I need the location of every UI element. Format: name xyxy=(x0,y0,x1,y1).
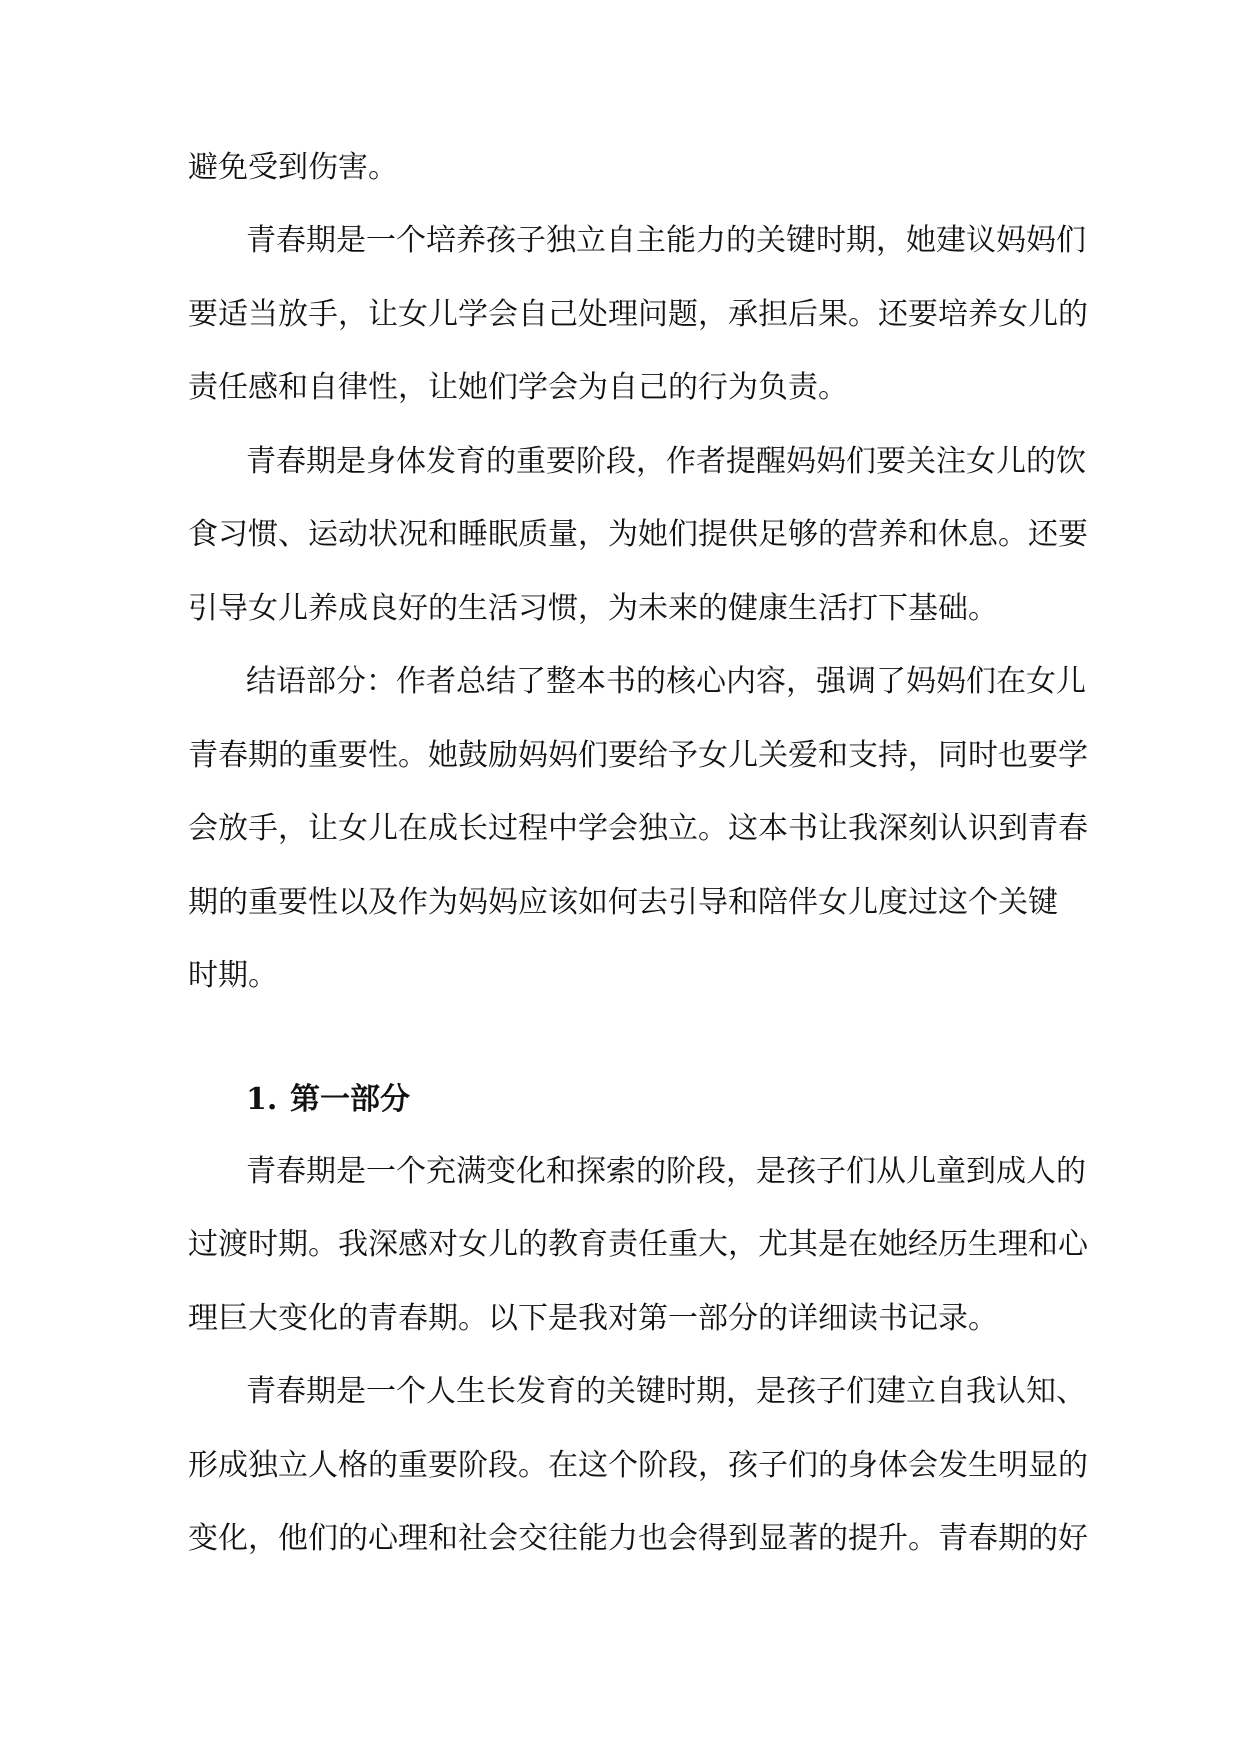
line-text: 避免受到伤害。 xyxy=(188,150,398,185)
line-text: 期的重要性以及作为妈妈应该如何去引导和陪伴女儿度过这个关键 xyxy=(188,885,1058,920)
line-text: 会放手，让女儿在成长过程中学会独立。这本书让我深刻认识到青春 xyxy=(188,811,1088,846)
line-text: 结语部分：作者总结了整本书的核心内容，强调了妈妈们在女儿 xyxy=(246,664,1086,699)
line-text: 引导女儿养成良好的生活习惯，为未来的健康生活打下基础。 xyxy=(188,591,998,626)
line-text: 要适当放手，让女儿学会自己处理问题，承担后果。还要培养女儿的 xyxy=(188,297,1088,332)
line-text: 过渡时期。我深感对女儿的教育责任重大，尤其是在她经历生理和心 xyxy=(188,1227,1088,1262)
line-text: 时期。 xyxy=(188,958,278,993)
heading-title: 第一部分 xyxy=(290,1082,410,1117)
line-text: 责任感和自律性，让她们学会为自己的行为负责。 xyxy=(188,370,848,405)
heading-number: 1. xyxy=(246,1082,278,1117)
line-text: 理巨大变化的青春期。以下是我对第一部分的详细读书记录。 xyxy=(188,1301,998,1336)
line-text: 变化，他们的心理和社会交往能力也会得到显著的提升。青春期的好 xyxy=(188,1521,1088,1556)
line-text: 形成独立人格的重要阶段。在这个阶段，孩子们的身体会发生明显的 xyxy=(188,1448,1088,1483)
line-text: 青春期是一个培养孩子独立自主能力的关键时期，她建议妈妈们 xyxy=(246,223,1086,258)
line-text: 青春期的重要性。她鼓励妈妈们要给予女儿关爱和支持，同时也要学 xyxy=(188,738,1088,773)
line-text: 青春期是一个充满变化和探索的阶段，是孩子们从儿童到成人的 xyxy=(246,1154,1086,1189)
line-text: 青春期是一个人生长发育的关键时期，是孩子们建立自我认知、 xyxy=(246,1374,1086,1409)
line-text: 青春期是身体发育的重要阶段，作者提醒妈妈们要关注女儿的饮 xyxy=(246,444,1086,479)
line-text: 食习惯、运动状况和睡眠质量，为她们提供足够的营养和休息。还要 xyxy=(188,517,1088,552)
